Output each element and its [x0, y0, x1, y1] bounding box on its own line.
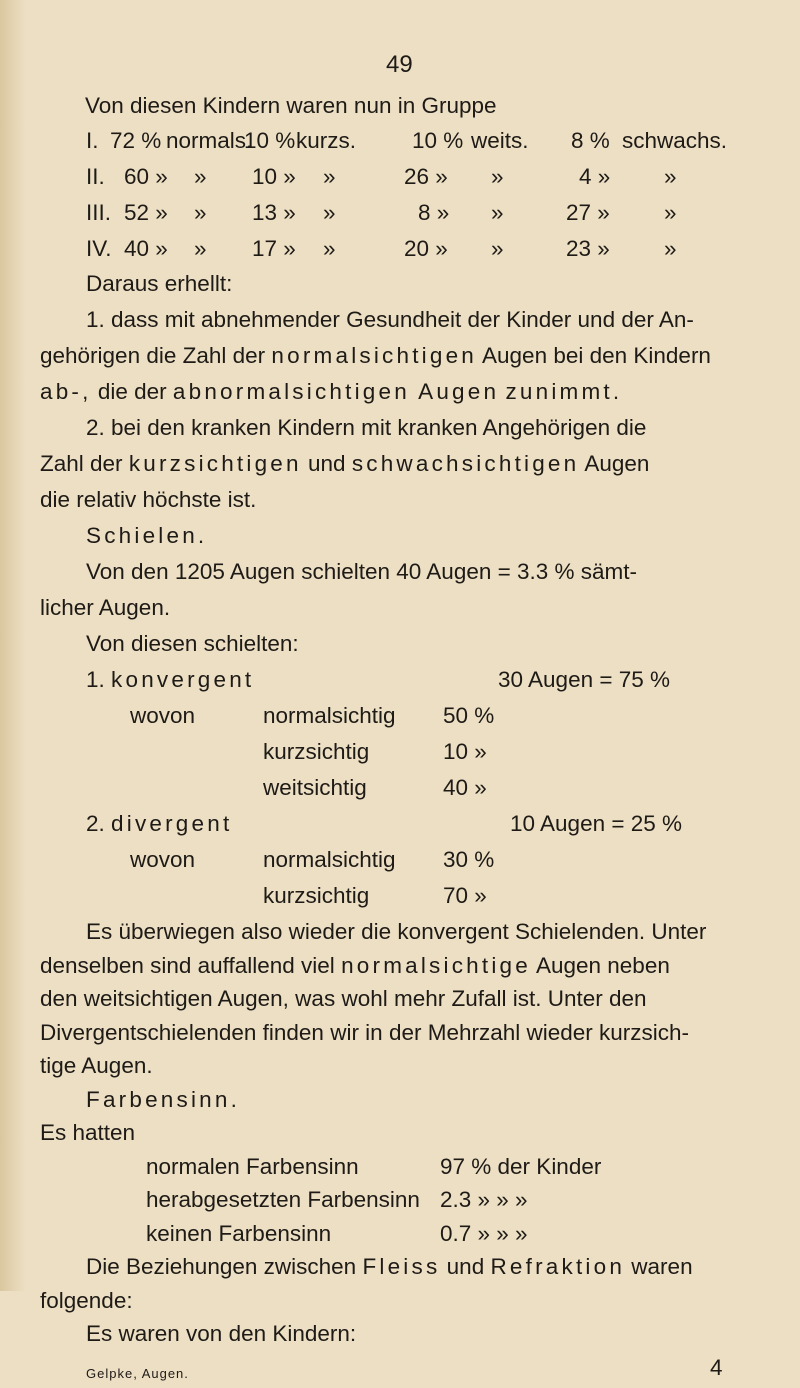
cell: 40 » [124, 236, 168, 261]
paragraph-line: den weitsichtigen Augen, was wohl mehr Zufall ist. Unter den [40, 986, 647, 1011]
paragraph-line: tige Augen. [40, 1053, 153, 1078]
cell: » [664, 236, 677, 261]
cell: 17 » [252, 236, 296, 261]
list-item-name: normalen Farbensinn [146, 1153, 359, 1179]
cell: 26 » [404, 164, 448, 189]
paragraph-line: licher Augen. [40, 595, 171, 620]
page-edge-shadow [0, 0, 26, 1291]
paragraph-line: die relativ höchste ist. [40, 487, 257, 512]
paragraph-line [86, 1253, 693, 1281]
item-label: divergent [111, 811, 233, 836]
page-number: 49 [386, 51, 413, 78]
list-item-value: 2.3 » » » [440, 1187, 528, 1212]
text: denselben sind auffallend viel [40, 952, 335, 978]
text: und [446, 1254, 485, 1279]
item-number: 1. [86, 667, 105, 692]
cell: » [323, 236, 336, 261]
sub-item-value: 40 » [443, 775, 487, 800]
paragraph-line: Es überwiegen also wieder die konvergent Schielenden. Unter [86, 919, 707, 944]
cell: » [491, 236, 504, 261]
emphasis-text: normalsichtige [341, 952, 531, 978]
text: und [308, 451, 346, 476]
cell: 72 % [110, 128, 162, 153]
list-item [86, 666, 254, 694]
paragraph-line [40, 342, 711, 370]
sub-item-name: normalsichtig [263, 847, 396, 872]
wovon-label: wovon [130, 703, 196, 728]
cell: » [664, 164, 677, 189]
cell: 8 » [418, 200, 450, 225]
text: Die Beziehungen zwischen [86, 1254, 357, 1279]
emphasis-text: Fleiss [362, 1254, 441, 1279]
emphasis-text: kurzsichtigen [128, 451, 302, 476]
cell: » [323, 200, 336, 225]
cell: 10 » [252, 164, 296, 189]
cell: » [664, 200, 677, 225]
cell: weits. [471, 128, 529, 153]
item-summary: 30 Augen = 75 % [498, 667, 671, 692]
sub-item-name: weitsichtig [263, 775, 367, 800]
cell: » [323, 164, 336, 189]
list-item-name: herabgesetzten Farbensinn [146, 1187, 420, 1212]
cell: schwachs. [622, 128, 728, 153]
cell: » [194, 200, 207, 225]
cell: kurzs. [296, 128, 357, 153]
paragraph-line: Von diesen schielten: [86, 631, 299, 656]
cell: 23 » [566, 236, 610, 261]
sub-item-value: 70 » [443, 883, 487, 908]
list-item-value: 97 % der Kinder [440, 1153, 602, 1179]
text: gehörigen die Zahl der [40, 343, 266, 368]
daraus-line: Daraus erhellt: [86, 271, 233, 296]
paragraph-line: Es waren von den Kindern: [86, 1321, 357, 1346]
sub-item-name: normalsichtig [263, 703, 396, 728]
cell: 13 » [252, 200, 296, 225]
text: Augen bei den Kindern [482, 343, 711, 368]
emphasis-text: zunimmt. [505, 379, 623, 404]
emphasis-text: schwachsichtigen [351, 451, 580, 476]
sub-item-value: 30 % [443, 847, 495, 872]
paragraph-line: Von den 1205 Augen schielten 40 Augen = 3.3 % sämt- [86, 559, 638, 584]
row-label: II. [86, 164, 105, 189]
row-label: IV. [86, 236, 112, 261]
cell: » [194, 236, 207, 261]
emphasis-text: normalsichtigen [271, 343, 477, 368]
sub-item-name: kurzsichtig [263, 739, 370, 764]
footer-sheet-number: 4 [710, 1354, 723, 1380]
cell: 8 % [571, 128, 610, 153]
cell: 4 » [579, 164, 611, 189]
cell: 10 % [412, 128, 464, 153]
paragraph-line: 1. dass mit abnehmender Gesundheit der Kinder und der An- [86, 307, 694, 332]
section-heading-schielen: Schielen. [86, 523, 208, 548]
cell: » [491, 200, 504, 225]
wovon-label: wovon [130, 847, 196, 872]
list-item-value: 0.7 » » » [440, 1220, 528, 1246]
sub-item-value: 50 % [443, 703, 495, 728]
groups-intro: Von diesen Kindern waren nun in Gruppe [85, 93, 497, 118]
text: Augen [584, 451, 650, 476]
cell: 20 » [404, 236, 448, 261]
cell: 27 » [566, 200, 610, 225]
sub-item-name: kurzsichtig [263, 883, 370, 908]
section-heading-farbensinn: Farbensinn. [86, 1086, 241, 1112]
text: Augen neben [535, 952, 670, 978]
footer-signature: Gelpke, Augen. [86, 1365, 189, 1381]
emphasis-text: Refraktion [490, 1254, 626, 1279]
text: waren [631, 1254, 693, 1279]
cell: 60 » [124, 164, 168, 189]
paragraph-line: folgende: [40, 1287, 133, 1313]
emphasis-text: abnormalsichtigen Augen [172, 379, 500, 404]
item-summary: 10 Augen = 25 % [510, 811, 683, 836]
item-label: konvergent [111, 667, 255, 692]
text: die der [97, 379, 167, 404]
row-label: I. [86, 128, 99, 153]
cell: normals. [166, 128, 253, 153]
text: Zahl der [40, 451, 123, 476]
list-item [86, 810, 232, 838]
cell: 10 % [244, 128, 296, 153]
paragraph-line [40, 450, 649, 478]
emphasis-text: ab-, [40, 379, 92, 404]
paragraph-line: 2. bei den kranken Kindern mit kranken Angehörigen die [86, 415, 647, 440]
cell: » [194, 164, 207, 189]
paragraph-line: Es hatten [40, 1120, 136, 1145]
cell: 52 » [124, 200, 168, 225]
paragraph-line [40, 378, 622, 406]
item-number: 2. [86, 811, 105, 836]
row-label: III. [86, 200, 112, 225]
list-item-name: keinen Farbensinn [146, 1220, 332, 1246]
paragraph-line [40, 952, 670, 980]
cell: » [491, 164, 504, 189]
sub-item-value: 10 » [443, 739, 487, 764]
paragraph-line: Divergentschielenden finden wir in der Mehrzahl wieder kurzsich- [40, 1019, 690, 1045]
